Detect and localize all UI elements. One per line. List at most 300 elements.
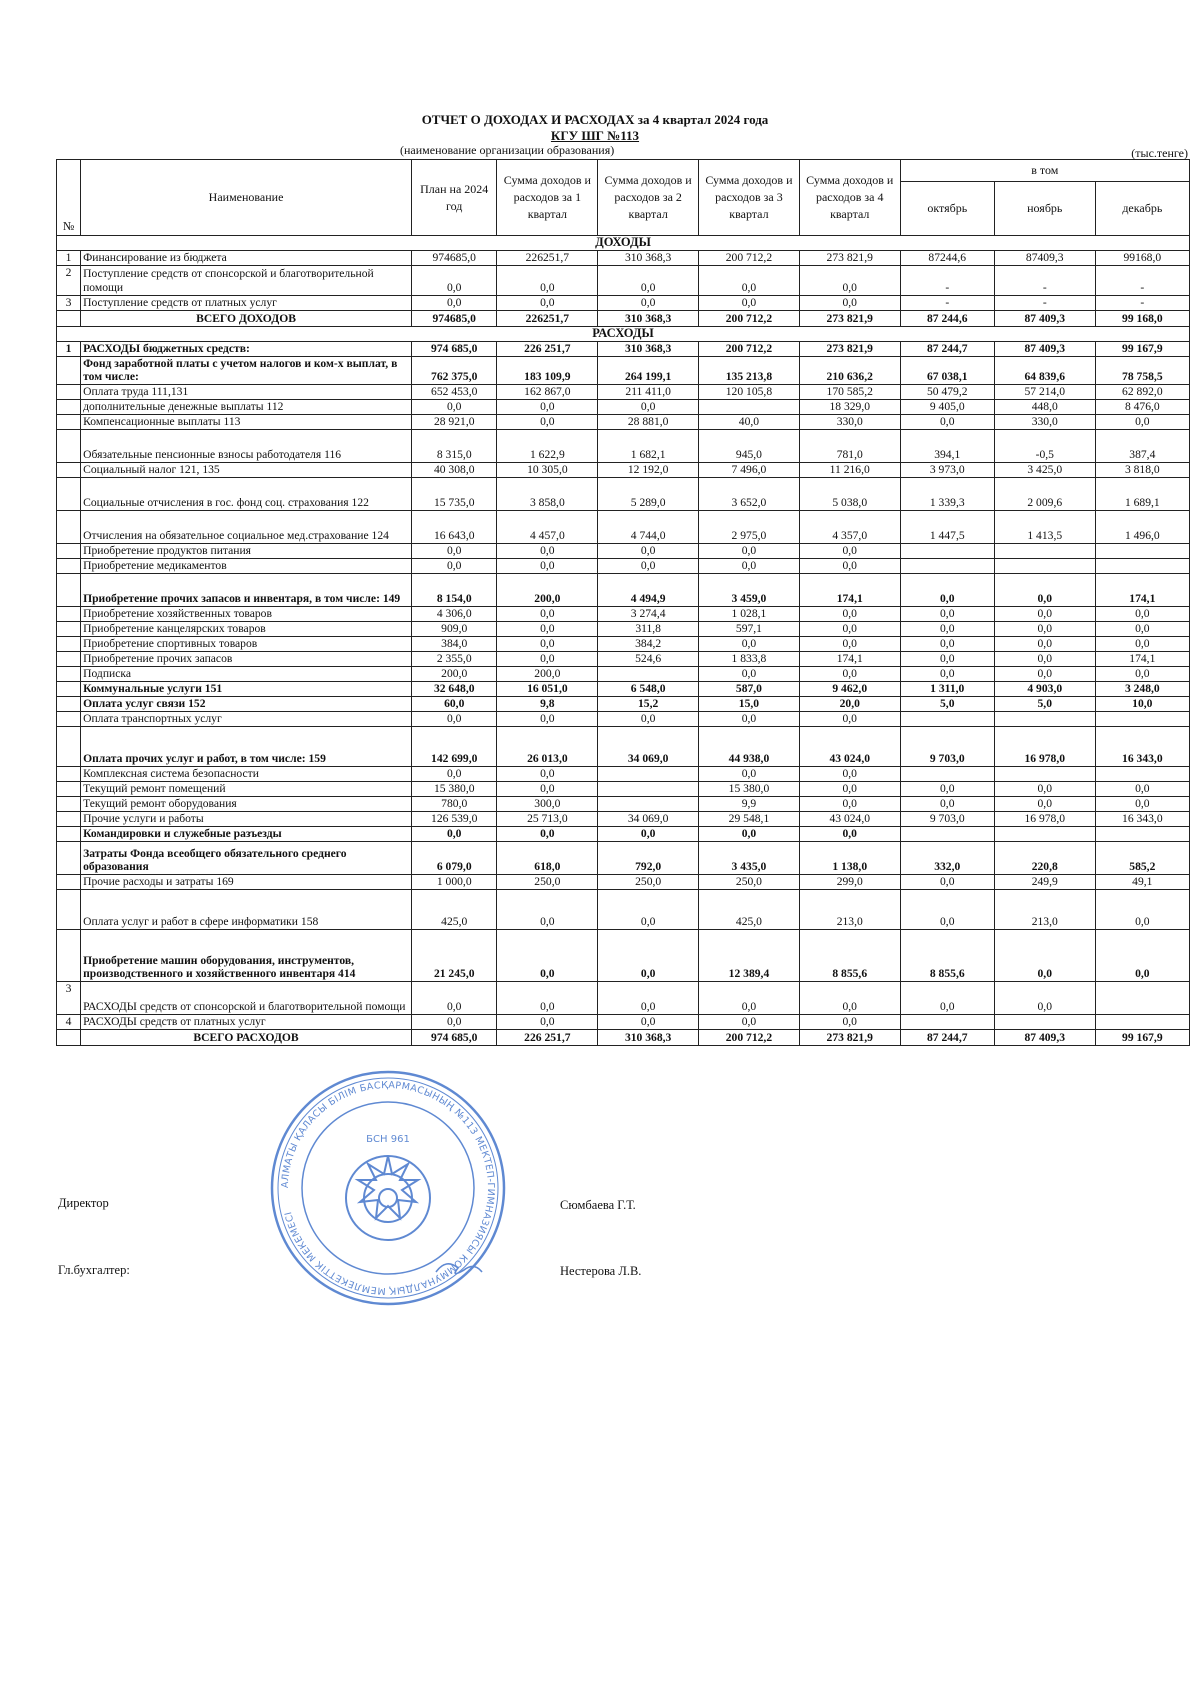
cell-value: 3 435,0 [699, 842, 800, 875]
cell-value: 226 251,7 [497, 1030, 598, 1046]
cell-value: 0,0 [900, 622, 994, 637]
cell-value: 99 168,0 [1095, 310, 1189, 326]
row-number [57, 782, 81, 797]
cell-value: 0,0 [598, 559, 699, 574]
cell-value: 448,0 [994, 400, 1095, 415]
cell-value: 1 447,5 [900, 511, 994, 544]
cell-value: 1 413,5 [994, 511, 1095, 544]
cell-value: 310 368,3 [598, 310, 699, 326]
header-november: ноябрь [994, 182, 1095, 236]
cell-value: 250,0 [699, 875, 800, 890]
cell-value: 0,0 [994, 797, 1095, 812]
cell-value: 16 343,0 [1095, 727, 1189, 767]
cell-value: 6 079,0 [412, 842, 497, 875]
cell-value: 16 051,0 [497, 682, 598, 697]
cell-value: 99 167,9 [1095, 341, 1189, 356]
cell-value: 5 038,0 [799, 478, 900, 511]
table-row [57, 511, 1190, 544]
cell-value: 792,0 [598, 842, 699, 875]
cell-value: 9 703,0 [900, 727, 994, 767]
cell-value: 15,0 [699, 697, 800, 712]
row-name: Коммунальные услуги 151 [81, 682, 412, 697]
cell-value [900, 1015, 994, 1030]
cell-value: 3 858,0 [497, 478, 598, 511]
cell-value: 0,0 [994, 982, 1095, 1015]
cell-value: 0,0 [994, 652, 1095, 667]
cell-value: 49,1 [1095, 875, 1189, 890]
cell-value: 0,0 [598, 827, 699, 842]
cell-value: 6 548,0 [598, 682, 699, 697]
cell-value: 0,0 [994, 622, 1095, 637]
cell-value: 8 154,0 [412, 574, 497, 607]
cell-value [598, 667, 699, 682]
cell-value: 0,0 [994, 637, 1095, 652]
cell-value: 9 405,0 [900, 400, 994, 415]
cell-value: 170 585,2 [799, 385, 900, 400]
cell-value: 213,0 [799, 890, 900, 930]
row-name: Текущий ремонт оборудования [81, 797, 412, 812]
row-number: 1 [57, 341, 81, 356]
cell-value: 0,0 [497, 637, 598, 652]
cell-value: 0,0 [699, 544, 800, 559]
cell-value: 4 306,0 [412, 607, 497, 622]
row-name: Фонд заработной платы с учетом налогов и ком-х выплат, в том числе: [81, 356, 412, 385]
report-title: ОТЧЕТ О ДОХОДАХ И РАСХОДАХ за 4 квартал 2024 года [421, 112, 769, 127]
row-number [57, 463, 81, 478]
cell-value: 0,0 [699, 982, 800, 1015]
cell-value [994, 827, 1095, 842]
cell-value: 0,0 [900, 574, 994, 607]
row-name: Затраты Фонда всеобщего обязательного среднего образования [81, 842, 412, 875]
cell-value: 0,0 [1095, 930, 1189, 982]
cell-value: 7 496,0 [699, 463, 800, 478]
emblem-icon [346, 1156, 430, 1240]
row-name: ВСЕГО РАСХОДОВ [81, 1030, 412, 1046]
cell-value: 0,0 [412, 712, 497, 727]
cell-value: 87409,3 [994, 250, 1095, 265]
section-title: РАСХОДЫ [57, 326, 1190, 341]
cell-value [994, 544, 1095, 559]
row-number [57, 356, 81, 385]
cell-value: 87 409,3 [994, 341, 1095, 356]
row-number [57, 400, 81, 415]
cell-value [1095, 544, 1189, 559]
cell-value: 64 839,6 [994, 356, 1095, 385]
cell-value: 226251,7 [497, 250, 598, 265]
row-name: Оплата прочих услуг и работ, в том числе: 159 [81, 727, 412, 767]
row-number: 2 [57, 265, 81, 295]
cell-value: 18 329,0 [799, 400, 900, 415]
table-row [57, 385, 1190, 400]
table-row [57, 930, 1190, 982]
cell-value: 0,0 [497, 890, 598, 930]
cell-value: 213,0 [994, 890, 1095, 930]
row-name: Подписка [81, 667, 412, 682]
row-number [57, 622, 81, 637]
cell-value: 0,0 [497, 400, 598, 415]
row-number: 3 [57, 295, 81, 310]
cell-value: 0,0 [900, 982, 994, 1015]
cell-value: 87 244,6 [900, 310, 994, 326]
cell-value: 12 389,4 [699, 930, 800, 982]
cell-value: 330,0 [799, 415, 900, 430]
row-number [57, 511, 81, 544]
cell-value: 2 355,0 [412, 652, 497, 667]
cell-value: 0,0 [799, 767, 900, 782]
cell-value: 40,0 [699, 415, 800, 430]
cell-value: 0,0 [598, 930, 699, 982]
cell-value: 200,0 [497, 574, 598, 607]
cell-value: 652 453,0 [412, 385, 497, 400]
cell-value: 200 712,2 [699, 250, 800, 265]
row-name: Приобретение медикаментов [81, 559, 412, 574]
cell-value [900, 767, 994, 782]
table-row [57, 637, 1190, 652]
total-row [57, 310, 1190, 326]
row-name: Социальные отчисления в гос. фонд соц. страхования 122 [81, 478, 412, 511]
cell-value: 0,0 [799, 827, 900, 842]
row-name: Отчисления на обязательное социальное мед.страхование 124 [81, 511, 412, 544]
cell-value: 264 199,1 [598, 356, 699, 385]
cell-value: 3 459,0 [699, 574, 800, 607]
cell-value: 273 821,9 [799, 1030, 900, 1046]
cell-value: 10,0 [1095, 697, 1189, 712]
cell-value: 28 921,0 [412, 415, 497, 430]
cell-value: 310 368,3 [598, 1030, 699, 1046]
header-october: октябрь [900, 182, 994, 236]
cell-value: 0,0 [799, 982, 900, 1015]
table-row [57, 767, 1190, 782]
cell-value: 0,0 [497, 295, 598, 310]
cell-value: 8 315,0 [412, 430, 497, 463]
row-name: Оплата услуг и работ в сфере информатики 158 [81, 890, 412, 930]
cell-value: 1 689,1 [1095, 478, 1189, 511]
cell-value: 310 368,3 [598, 250, 699, 265]
cell-value: 0,0 [900, 875, 994, 890]
cell-value: 0,0 [497, 544, 598, 559]
cell-value: 50 479,2 [900, 385, 994, 400]
cell-value: 597,1 [699, 622, 800, 637]
total-row [57, 1030, 1190, 1046]
cell-value: 0,0 [497, 827, 598, 842]
table-row [57, 463, 1190, 478]
cell-value: 62 892,0 [1095, 385, 1189, 400]
cell-value [1095, 1015, 1189, 1030]
organization-caption: (наименование организации образования) [400, 143, 615, 157]
table-row [57, 341, 1190, 356]
director-name: Сюмбаева Г.Т. [560, 1198, 636, 1212]
cell-value: 0,0 [1095, 607, 1189, 622]
cell-value: 974 685,0 [412, 1030, 497, 1046]
table-row [57, 812, 1190, 827]
cell-value: 183 109,9 [497, 356, 598, 385]
row-number [57, 890, 81, 930]
cell-value: 200,0 [497, 667, 598, 682]
cell-value: 0,0 [497, 982, 598, 1015]
row-number [57, 667, 81, 682]
cell-value: 9 462,0 [799, 682, 900, 697]
table-row [57, 622, 1190, 637]
table-row [57, 544, 1190, 559]
cell-value: - [900, 265, 994, 295]
row-name: Поступление средств от платных услуг [81, 295, 412, 310]
cell-value: 0,0 [497, 415, 598, 430]
cell-value: 4 357,0 [799, 511, 900, 544]
header-q1: Сумма доходов и расходов за 1 квартал [497, 160, 598, 236]
table-row [57, 652, 1190, 667]
table-row [57, 559, 1190, 574]
cell-value: 200,0 [412, 667, 497, 682]
cell-value: 0,0 [799, 544, 900, 559]
cell-value: 60,0 [412, 697, 497, 712]
row-number [57, 842, 81, 875]
row-number [57, 385, 81, 400]
cell-value: 0,0 [699, 827, 800, 842]
cell-value: 0,0 [497, 652, 598, 667]
cell-value [900, 827, 994, 842]
cell-value: 0,0 [799, 637, 900, 652]
cell-value: 67 038,1 [900, 356, 994, 385]
cell-value: 12 192,0 [598, 463, 699, 478]
cell-value: 226 251,7 [497, 341, 598, 356]
cell-value: 0,0 [799, 559, 900, 574]
cell-value: - [1095, 295, 1189, 310]
cell-value: 909,0 [412, 622, 497, 637]
table-row [57, 667, 1190, 682]
cell-value: 0,0 [412, 982, 497, 1015]
row-number [57, 797, 81, 812]
cell-value: 211 411,0 [598, 385, 699, 400]
cell-value: 5 289,0 [598, 478, 699, 511]
table-row [57, 682, 1190, 697]
cell-value [900, 712, 994, 727]
cell-value [1095, 559, 1189, 574]
cell-value: 0,0 [900, 797, 994, 812]
table-row [57, 797, 1190, 812]
cell-value: 4 744,0 [598, 511, 699, 544]
cell-value: 0,0 [699, 712, 800, 727]
cell-value: 120 105,8 [699, 385, 800, 400]
cell-value: 0,0 [699, 767, 800, 782]
row-name: РАСХОДЫ бюджетных средств: [81, 341, 412, 356]
cell-value: 585,2 [1095, 842, 1189, 875]
section-header [57, 326, 1190, 341]
row-name: ВСЕГО ДОХОДОВ [81, 310, 412, 326]
cell-value [900, 544, 994, 559]
cell-value: 273 821,9 [799, 250, 900, 265]
cell-value: 0,0 [598, 890, 699, 930]
row-name: Приобретение прочих запасов [81, 652, 412, 667]
header-december: декабрь [1095, 182, 1189, 236]
cell-value: 0,0 [497, 712, 598, 727]
row-name: Поступление средств от спонсорской и благотворительной помощи [81, 265, 412, 295]
row-number [57, 712, 81, 727]
row-number [57, 652, 81, 667]
table-row [57, 827, 1190, 842]
cell-value: - [900, 295, 994, 310]
cell-value: 0,0 [412, 559, 497, 574]
cell-value: 0,0 [598, 295, 699, 310]
cell-value: 15 380,0 [412, 782, 497, 797]
table-row [57, 574, 1190, 607]
cell-value [1095, 767, 1189, 782]
cell-value: 0,0 [900, 607, 994, 622]
cell-value: 34 069,0 [598, 812, 699, 827]
table-row [57, 712, 1190, 727]
cell-value: 0,0 [412, 295, 497, 310]
row-number: 3 [57, 982, 81, 1015]
cell-value: 0,0 [598, 1015, 699, 1030]
cell-value: 3 973,0 [900, 463, 994, 478]
table-row [57, 890, 1190, 930]
cell-value [900, 559, 994, 574]
cell-value [994, 767, 1095, 782]
cell-value: 3 274,4 [598, 607, 699, 622]
row-name: Командировки и служебные разъезды [81, 827, 412, 842]
row-number [57, 310, 81, 326]
cell-value: 0,0 [412, 1015, 497, 1030]
row-name: Оплата транспортных услуг [81, 712, 412, 727]
cell-value: 0,0 [799, 667, 900, 682]
income-expense-table [56, 159, 1190, 1046]
cell-value: 250,0 [598, 875, 699, 890]
cell-value: 0,0 [799, 712, 900, 727]
row-name: Приобретение канцелярских товаров [81, 622, 412, 637]
cell-value: 1 833,8 [699, 652, 800, 667]
director-label: Директор [58, 1196, 109, 1210]
stamp-outer-text: АЛМАТЫ ҚАЛАСЫ БІЛІМ БАСҚАРМАСЫНЫҢ №113 МЕКТЕП-ГИМНАЗИЯСЫ КОММУНАЛДЫҚ МЕМЛЕКЕТТІК МЕКЕМЕСІ [279, 1079, 497, 1297]
cell-value [699, 400, 800, 415]
cell-value: 43 024,0 [799, 727, 900, 767]
cell-value: 273 821,9 [799, 310, 900, 326]
cell-value: 200 712,2 [699, 310, 800, 326]
header-q3: Сумма доходов и расходов за 3 квартал [699, 160, 800, 236]
cell-value: 32 648,0 [412, 682, 497, 697]
cell-value: - [994, 295, 1095, 310]
row-name: Приобретение продуктов питания [81, 544, 412, 559]
cell-value: 16 643,0 [412, 511, 497, 544]
cell-value: 0,0 [994, 782, 1095, 797]
row-name: Финансирование из бюджета [81, 250, 412, 265]
cell-value: 78 758,5 [1095, 356, 1189, 385]
section-title: ДОХОДЫ [57, 236, 1190, 251]
section-header [57, 236, 1190, 251]
cell-value: 0,0 [799, 1015, 900, 1030]
row-number [57, 637, 81, 652]
cell-value: 174,1 [799, 652, 900, 667]
cell-value: - [1095, 265, 1189, 295]
table-row [57, 400, 1190, 415]
cell-value: 9,8 [497, 697, 598, 712]
cell-value: 0,0 [412, 265, 497, 295]
cell-value: 162 867,0 [497, 385, 598, 400]
cell-value: 135 213,8 [699, 356, 800, 385]
cell-value: 250,0 [497, 875, 598, 890]
cell-value [1095, 712, 1189, 727]
cell-value: 425,0 [699, 890, 800, 930]
cell-value: 1 028,1 [699, 607, 800, 622]
cell-value: 142 699,0 [412, 727, 497, 767]
cell-value: 974 685,0 [412, 341, 497, 356]
cell-value: -0,5 [994, 430, 1095, 463]
cell-value: 5,0 [994, 697, 1095, 712]
stamp-inner-text: БСН 961 [366, 1134, 410, 1145]
cell-value: 9,9 [699, 797, 800, 812]
row-name: Приобретение спортивных товаров [81, 637, 412, 652]
row-number: 4 [57, 1015, 81, 1030]
cell-value: 762 375,0 [412, 356, 497, 385]
row-number [57, 827, 81, 842]
table-row [57, 478, 1190, 511]
cell-value: 40 308,0 [412, 463, 497, 478]
cell-value: 0,0 [900, 652, 994, 667]
table-row [57, 1015, 1190, 1030]
table-row [57, 782, 1190, 797]
cell-value: 0,0 [497, 622, 598, 637]
row-number [57, 767, 81, 782]
cell-value [598, 782, 699, 797]
cell-value: 2 009,6 [994, 478, 1095, 511]
cell-value: 0,0 [900, 890, 994, 930]
cell-value: 0,0 [799, 607, 900, 622]
table-row [57, 265, 1190, 295]
header-plan: План на 2024 год [412, 160, 497, 236]
cell-value: 3 425,0 [994, 463, 1095, 478]
cell-value: 0,0 [598, 712, 699, 727]
row-number [57, 574, 81, 607]
row-number [57, 478, 81, 511]
cell-value: 1 496,0 [1095, 511, 1189, 544]
row-number [57, 1030, 81, 1046]
table-row [57, 982, 1190, 1015]
cell-value: 330,0 [994, 415, 1095, 430]
cell-value: 0,0 [598, 544, 699, 559]
cell-value: 0,0 [994, 607, 1095, 622]
cell-value: 300,0 [497, 797, 598, 812]
cell-value: 15 380,0 [699, 782, 800, 797]
cell-value: 0,0 [900, 637, 994, 652]
table-row [57, 842, 1190, 875]
cell-value: 11 216,0 [799, 463, 900, 478]
cell-value [598, 797, 699, 812]
cell-value: 0,0 [799, 797, 900, 812]
header-num: № [57, 160, 81, 236]
cell-value: 44 938,0 [699, 727, 800, 767]
row-name: Текущий ремонт помещений [81, 782, 412, 797]
table-row [57, 430, 1190, 463]
cell-value: 0,0 [497, 930, 598, 982]
cell-value: 99 167,9 [1095, 1030, 1189, 1046]
row-name: Приобретение хозяйственных товаров [81, 607, 412, 622]
table-row [57, 415, 1190, 430]
row-number [57, 812, 81, 827]
cell-value: 0,0 [497, 607, 598, 622]
cell-value: 43 024,0 [799, 812, 900, 827]
cell-value: 87 244,7 [900, 1030, 994, 1046]
cell-value: 387,4 [1095, 430, 1189, 463]
row-name: РАСХОДЫ средств от платных услуг [81, 1015, 412, 1030]
cell-value: 0,0 [598, 982, 699, 1015]
cell-value: 1 622,9 [497, 430, 598, 463]
cell-value: 0,0 [799, 622, 900, 637]
cell-value: 87244,6 [900, 250, 994, 265]
cell-value: 0,0 [412, 827, 497, 842]
cell-value: 384,0 [412, 637, 497, 652]
cell-value: 394,1 [900, 430, 994, 463]
cell-value: 0,0 [497, 265, 598, 295]
cell-value: 1 339,3 [900, 478, 994, 511]
cell-value: 0,0 [412, 544, 497, 559]
